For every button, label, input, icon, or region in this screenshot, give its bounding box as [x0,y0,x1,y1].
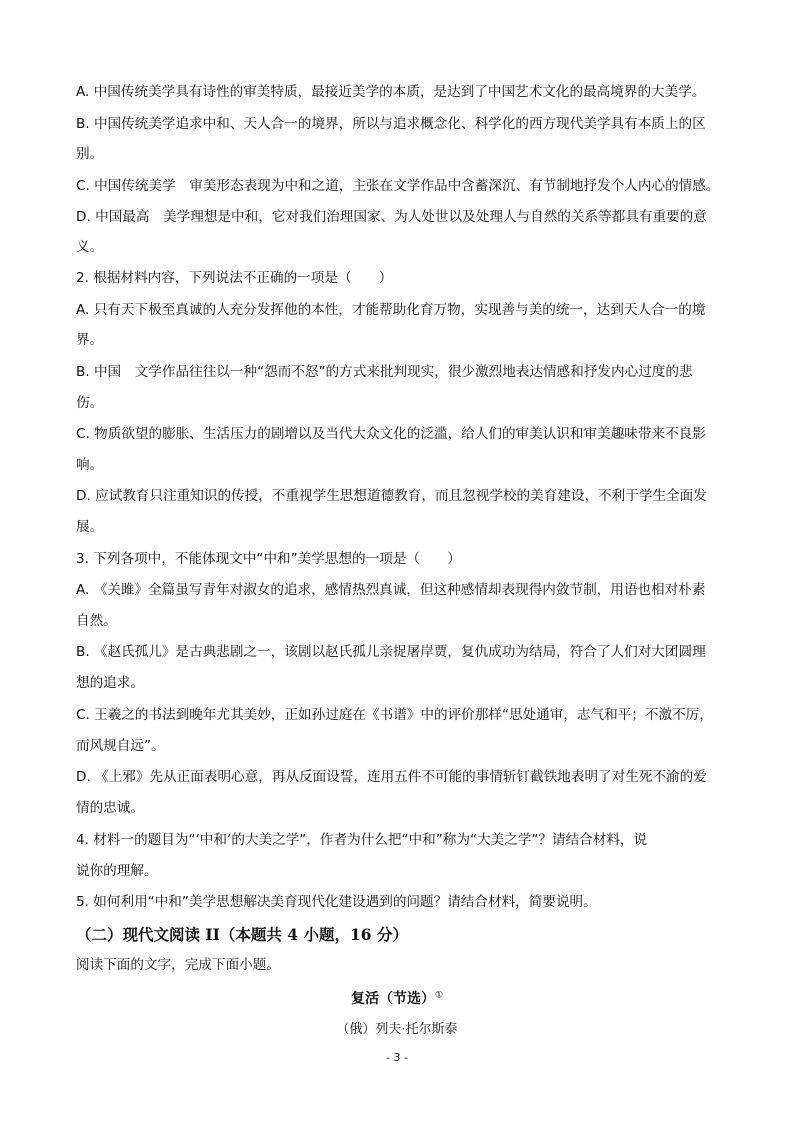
q3-option-a-line-cont: 自然。 [76,613,117,629]
q3-option-d-line-cont: 情的忠诚。 [76,800,144,816]
q2-option-c-line: C. 物质欲望的膨胀、生活压力的剧增以及当代大众文化的泛滥，给人们的审美认识和审美趣味带来不良影 [76,426,706,442]
passage-author: （俄）列夫·托尔斯泰 [336,1022,458,1037]
option-b-line-cont: 别。 [76,146,104,162]
question-3: 3. 下列各项中，不能体现文中“中和”美学思想的一项是（ ） [76,551,461,567]
footnote-marker: ① [434,990,444,1001]
q3-option-c-line-cont: 而风规自远”。 [76,738,165,754]
option-c-line: C. 中国传统美学 审美形态表现为中和之道，主张在文学作品中含蓄深沉、有节制地抒发个人内心的情感。 [76,178,720,194]
q2-option-b-line: B. 中国 文学作品往往以一种“怨而不怒”的方式来批判现实，很少激烈地表达情感和抒发内心过度的悲 [76,364,693,380]
q2-option-a-line-cont: 界。 [76,332,104,348]
q2-option-a-line: A. 只有天下极至真诚的人充分发挥他的本性，才能帮助化育万物，实现善与美的统一，达到天人合一的境 [76,302,706,318]
option-b-line: B. 中国传统美学追求中和、天人合一的境界，所以与追求概念化、科学化的西方现代美学具有本质上的区 [76,116,706,132]
passage-title-text: 复活（节选） [350,991,435,1007]
reading-instruction: 阅读下面的文字，完成下面小题。 [76,957,280,973]
option-a-line: A. 中国传统美学具有诗性的审美特质，最接近美学的本质，是达到了中国艺术文化的最高境界的大美学。 [76,84,706,100]
q3-option-c-line: C. 王羲之的书法到晚年尤其美妙，正如孙过庭在《书谱》中的评价那样“思处通审，志气和平；不激不厉， [76,707,713,723]
section-heading: （二）现代文阅读 II（本题共 4 小题，16 分） [76,925,408,944]
q3-option-b-line: B. 《赵氏孤儿》是古典悲剧之一，该剧以赵氏孤儿亲捉屠岸贾，复仇成功为结局，符合了人们对大团圆理 [76,644,706,660]
question-5: 5. 如何利用“中和”美学思想解决美育现代化建设遇到的问题？请结合材料，简要说明。 [76,894,597,910]
q3-option-a-line: A. 《关雎》全篇虽写青年对淑女的追求，感情热烈真诚，但这种感情却表现得内敛节制，用语也相对朴素 [76,582,706,598]
q2-option-d-line-cont: 展。 [76,519,104,535]
question-4-cont: 说你的理解。 [76,863,158,879]
q2-option-c-line-cont: 响。 [76,457,104,473]
option-d-line-cont: 义。 [76,239,104,255]
option-d-line: D. 中国最高 美学理想是中和，它对我们治理国家、为人处世以及处理人与自然的关系等都具有重要的意 [76,209,707,225]
question-2: 2. 根据材料内容，下列说法不正确的一项是（ ） [76,270,393,286]
passage-title [0,988,794,1008]
q3-option-d-line: D. 《上邪》先从正面表明心意，再从反面设誓，连用五件不可能的事情斩钉截铁地表明了对生死不渝的爱 [76,769,707,785]
page-number: - 3 - [386,1051,408,1064]
question-4: 4. 材料一的题目为“‘中和’的大美之学”，作者为什么把“中和”称为“大美之学”？请结合材料，说 [76,832,648,848]
q3-option-b-line-cont: 想的追求。 [76,675,144,691]
q2-option-b-line-cont: 伤。 [76,395,104,411]
q2-option-d-line: D. 应试教育只注重知识的传授，不重视学生思想道德教育，而且忽视学校的美育建设，不利于学生全面发 [76,488,707,504]
